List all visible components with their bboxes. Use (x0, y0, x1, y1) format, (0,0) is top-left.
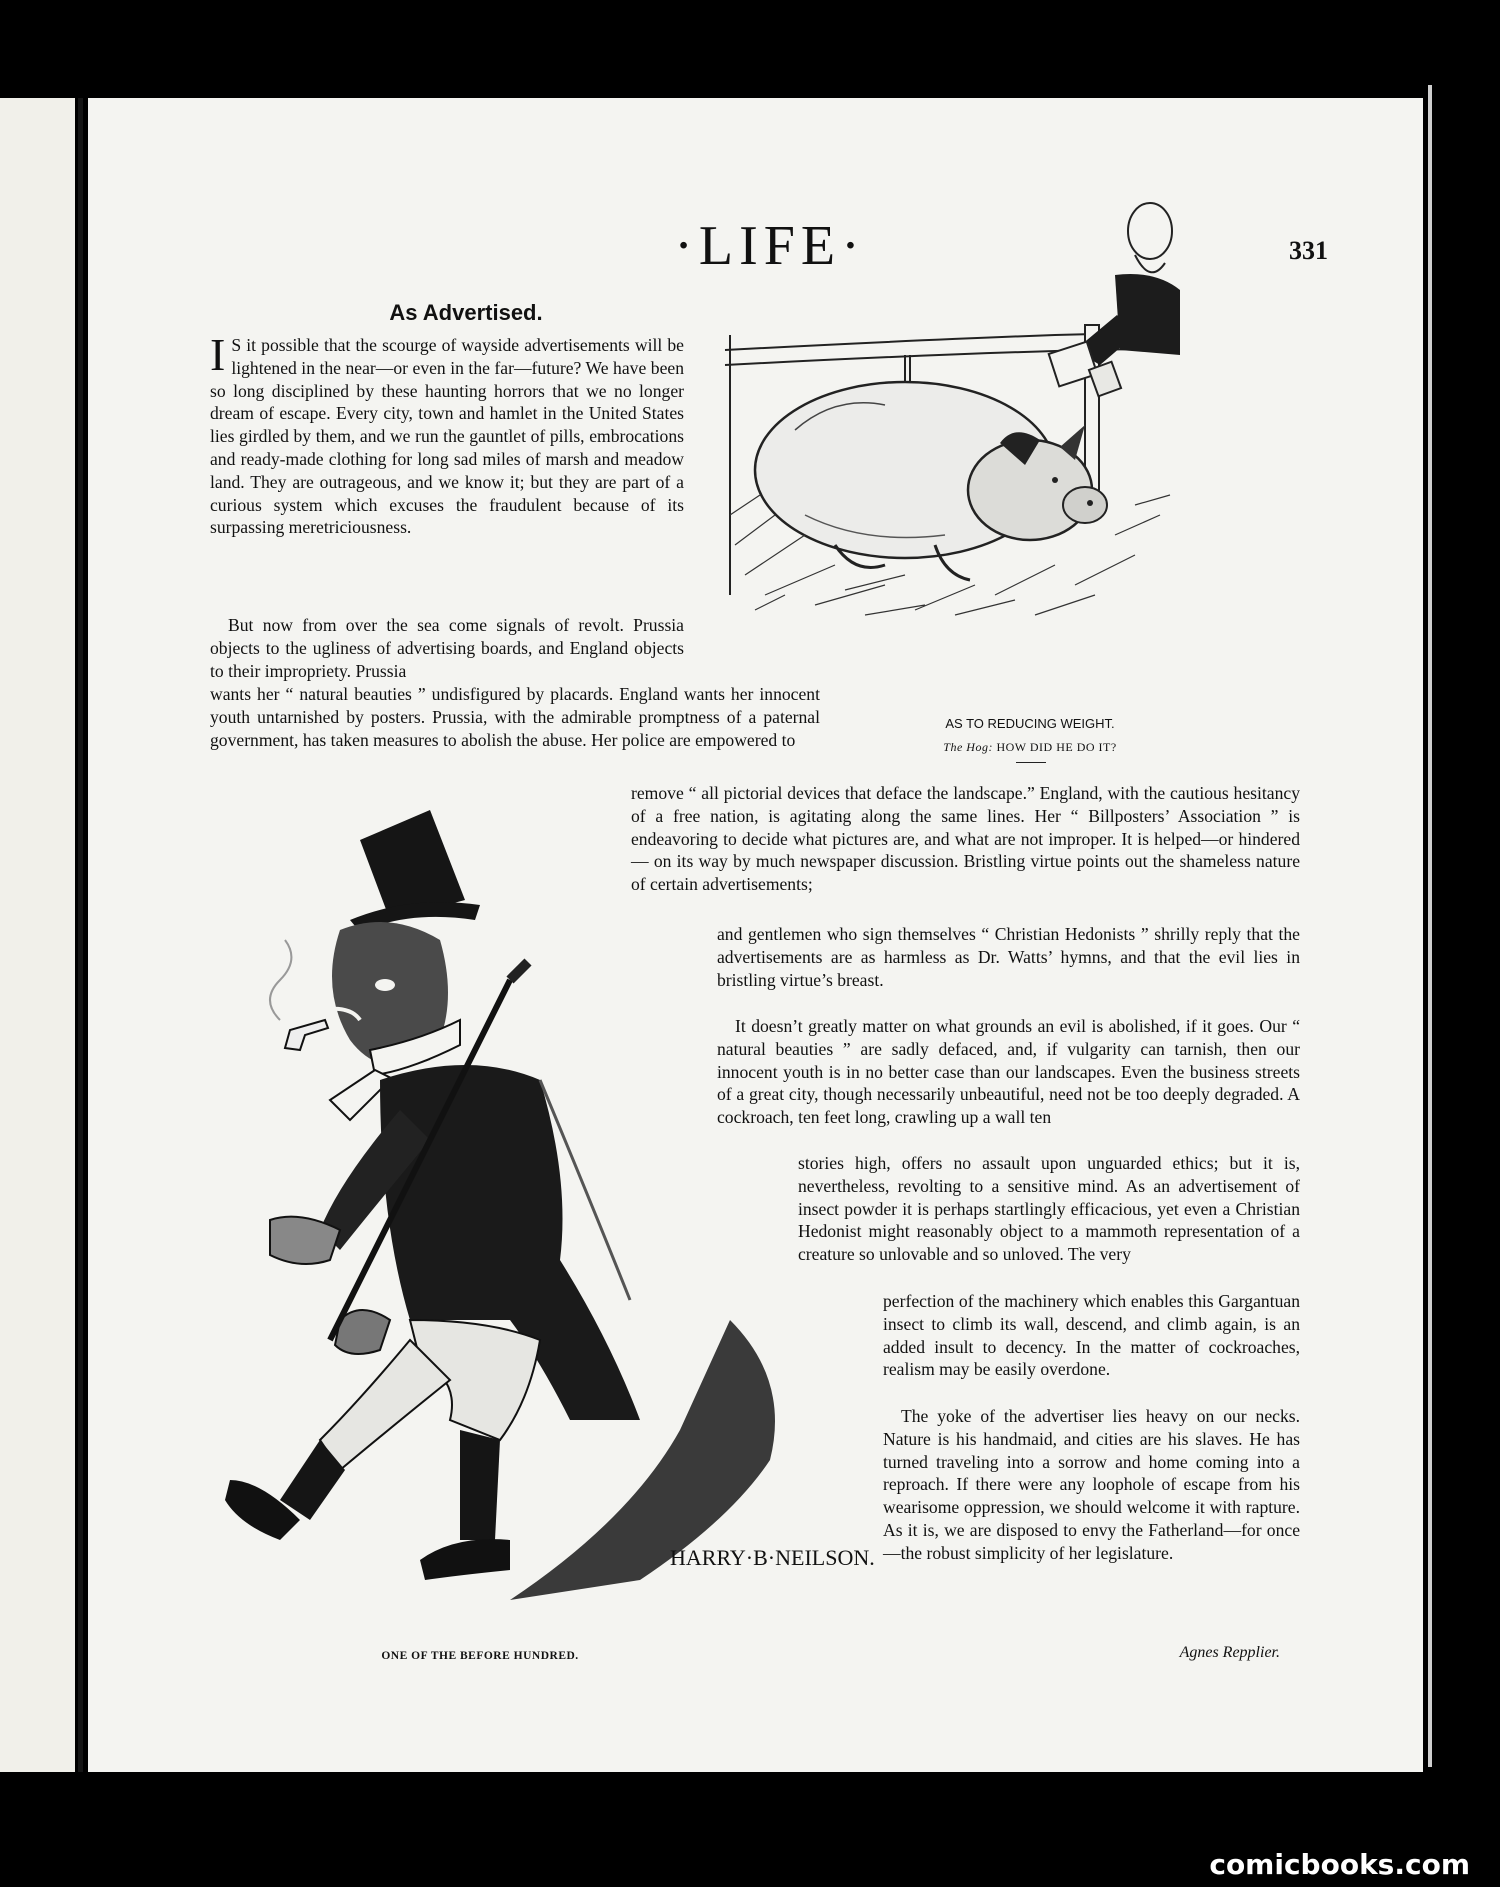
article-paragraph-2-part-3 (631, 782, 1300, 896)
paragraph-2-text-d: and gentlemen who sign themselves “ Christian Hedonists ” shrilly reply that the advertisements are as harmless as Dr. Watts’ hymns, and that the evil lies in bristling virtue’s breast. (717, 924, 1300, 990)
artist-signature: HARRY·B·NEILSON. (670, 1545, 875, 1570)
hog-cartoon-caption: AS TO REDUCING WEIGHT. (945, 716, 1115, 731)
walking-man-illustration (210, 780, 875, 1630)
hog-cartoon-illustration (715, 215, 1180, 675)
watermark: comicbooks.com (1209, 1848, 1470, 1881)
left-page-sliver (0, 98, 75, 1772)
hog-figure (755, 382, 1107, 580)
article-paragraph-2-part-1 (210, 614, 684, 682)
page-number: 331 (1289, 236, 1328, 265)
masthead: ·LIFE· (674, 215, 866, 277)
article-paragraph-1 (210, 329, 684, 539)
article-title: As Advertised. (389, 300, 543, 325)
paragraph-4-text: The yoke of the advertiser lies heavy on our necks. Nature is his handmaid, and cities are his slaves. He has turned traveling into a sorrow and home coming into a reproach. If there were any loophole of escape from his wearisome oppression, we should welcome it with rapture. As it is, we are disposed to envy the Fatherland—for once—the robust simplicity of her legislature. (883, 1406, 1300, 1563)
page-gutter (78, 98, 83, 1772)
article-paragraph-3-part-2 (798, 1152, 1300, 1266)
article-paragraph-4 (883, 1405, 1300, 1565)
thin-man-figure (1049, 203, 1180, 396)
page-edge-line (1428, 85, 1432, 1767)
paragraph-3-text-b: stories high, offers no assault upon unguarded ethics; but it is, nevertheless, revolting to a sensitive mind. As an advertisement of insect powder it is perhaps startlingly efficacious, yet even a Christian Hedonist might reasonably object to a mammoth representation of a creature so unlovable and so unloved. The very (798, 1153, 1300, 1265)
hog-cartoon-dialogue (880, 740, 1180, 755)
hog-speaker: The Hog: (943, 740, 993, 754)
author-signature: Agnes Repplier. (1179, 1644, 1280, 1661)
paragraph-1-text: S it possible that the scourge of wayside advertisements will be lightened in the near—or even in the far—future? We have been so long disciplined by these haunting horrors that we no longer dream of escape. Every city, town and hamlet in the United States lies girdled by them, and we run the gauntlet of pills, embrocations and ready-made clothing for long sad miles of marsh and meadow land. They are outrageous, and we know it; but they are part of a curious system which excuses the fraudulent because of its surpassing meretriciousness. (210, 335, 684, 538)
drop-cap: I (210, 329, 226, 380)
paragraph-2-text-a: But now from over the sea come signals of revolt. Prussia objects to the ugliness of advertising boards, and England objects to their impropriety. Prussia (210, 615, 684, 681)
article-paragraph-2-part-4 (717, 923, 1300, 991)
paragraph-2-text-c: remove “ all pictorial devices that deface the landscape.” England, with the cautious hesitancy of a free nation, is agitating along the same lines. Her “ Billposters’ Association ” is endeavoring to decide what pictures are, and what are not improper. It is helped—or hindered — on its way by much newspaper discussion. Bristling virtue points out the shameless nature of certain advertisements; (631, 783, 1300, 895)
article-paragraph-2-part-2 (210, 683, 820, 751)
paragraph-3-text-a: It doesn’t greatly matter on what grounds an evil is abolished, if it goes. Our “ natural beauties ” are sadly defaced, and, if vulgarity can tarnish, then our innocent youth is in no better case than our landscapes. Even the business streets of a great city, though necessarily unbeautiful, need not be too deeply degraded. A cockroach, ten feet long, crawling up a wall ten (717, 1016, 1300, 1128)
hog-line: HOW DID HE DO IT? (996, 740, 1117, 754)
article-paragraph-3-part-1 (717, 1015, 1300, 1129)
article-paragraph-3-part-3 (883, 1290, 1300, 1381)
walker-cartoon-caption: ONE OF THE BEFORE HUNDRED. (381, 1650, 579, 1662)
paragraph-2-text-b: wants her “ natural beauties ” undisfigured by placards. England wants her innocent youth untarnished by posters. Prussia, with the admirable promptness of a paternal government, has taken measures to abolish the abuse. Her police are empowered to (210, 684, 820, 750)
caption-rule (1016, 762, 1046, 763)
paragraph-3-text-c: perfection of the machinery which enables this Gargantuan insect to climb its wall, descend, and climb again, is an added insult to decency. In the matter of cockroaches, realism may be easily overdone. (883, 1291, 1300, 1380)
